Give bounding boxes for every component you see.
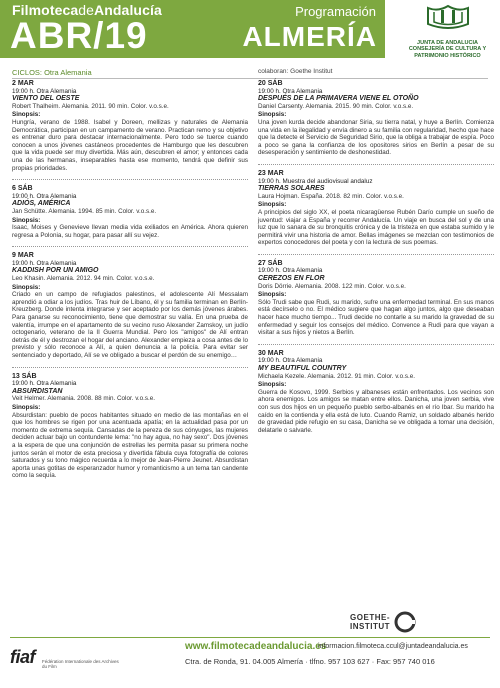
film-date: 6 SÁB — [12, 185, 33, 193]
month-title: ABR/19 — [10, 15, 148, 56]
film-entry — [12, 252, 248, 359]
brand-part-3: Andalucía — [94, 2, 162, 18]
synopsis-label: Sinopsis: — [258, 291, 287, 299]
film-synopsis: Guerra de Kosovo, 1999. Serbios y albaneses están enfrentados. Los vecinos son ahora enemigos. Los amigos se matan entre ellos. Danicha, una joven serbia, vive con sus dos hijos en un pequeño pueblo serbo-albanés en el río Ibar. Su marido ha caído en la contienda y ella está de luto. Cuando Ramiz, un soldado albanés herido de gravedad pide refugio en su casa, Danicha se ve obligada a tomar una decisión, delatarle o salvarle. — [258, 388, 494, 434]
film-title: KADDISH POR UN AMIGO — [12, 267, 99, 275]
film-date: 9 MAR — [12, 252, 34, 260]
film-entry — [258, 350, 494, 435]
film-credits: Laura Hojman. España. 2018. 82 min. Color. v.o.s.e. — [258, 192, 404, 200]
synopsis-label: Sinopsis: — [258, 111, 287, 119]
film-title: TIERRAS SOLARES — [258, 185, 325, 193]
film-credits: Robert Thalheim. Alemania. 2011. 90 min. Color. v.o.s.e. — [12, 102, 169, 110]
film-time: 19:00 h. Otra Alemania — [12, 192, 77, 200]
junta-dept-1: CONSEJERÍA DE CULTURA Y — [408, 46, 487, 52]
fiaf-subtitle: Fédération Internationale des Archives du Film — [42, 659, 119, 669]
film-time: 19:00 h. Otra Alemania — [12, 87, 77, 95]
collaborators-label: colaboran: Goethe Institut — [258, 68, 333, 75]
film-synopsis: Isaac, Moises y Genevieve llevan media vida exiliados en América. Ahora quieren regresa a Polonia, su hogar, para pasar allí su vejez. — [12, 224, 248, 239]
film-date: 30 MAR — [258, 349, 284, 357]
entry-divider — [12, 179, 248, 180]
synopsis-label: Sinopsis: — [12, 216, 41, 224]
film-credits: Jan Schütte. Alemania. 1994. 85 min. Color. v.o.s.e. — [12, 207, 157, 215]
film-title: MY BEAUTIFUL COUNTRY — [258, 365, 347, 372]
goethe-text — [318, 613, 390, 631]
programacion-label: Programación — [295, 4, 376, 19]
film-credits: Veit Helmer. Alemania. 2008. 88 min. Color. v.o.s.e. — [12, 395, 156, 403]
film-entry — [12, 80, 248, 172]
website-link[interactable]: www.filmotecadeandalucia.es — [185, 641, 327, 652]
header — [0, 0, 500, 62]
synopsis-label: Sinopsis: — [258, 381, 287, 389]
film-date: 23 MAR — [258, 169, 284, 177]
goethe-line-1: GOETHE- — [350, 613, 390, 622]
goethe-mark-icon — [394, 611, 416, 633]
film-synopsis: Criado en un campo de refugiados palestinos, el adolescente Alí Messalam aprendió a odiar a los judíos. Tras huir de Líbano, él y su familia terminan en Berlín-Kreuzberg. Donde intenta integrarse y ser aceptado por los demás jóvenes árabes. Para ganarse su reconocimiento, tiene que demostrar su valía. En una prueba de valentía, irrumpe en el apartamento de su vecino ruso Alexander Zamskoy, un judío octogenario, veterano de la II Guerra Mundial. Pero los "amigos" de Alí entran detrás de él y destrozan el hogar del anciano. Alexander empieza a cosa antes de lo previsto y sólo reconoce a Alí, a quien denuncia a la policía. Para evitar ser sentenciado y deportado, Alí se ve obligado a buscar el perdón de su enemigo… — [12, 291, 248, 359]
film-entry — [258, 170, 494, 247]
entry-divider — [12, 367, 248, 368]
junta-name: JUNTA DE ANDALUCIA — [417, 40, 478, 46]
film-date: 20 SÁB — [258, 80, 283, 87]
film-synopsis: Hungría, verano de 1988. Isabel y Doreen, mellizas y naturales de Alemania Democrática, participan en un campamento de verano. Practican remo y su objetivo es entrenar duro para destacar internacionalmente. Pero todo se tuerce cuando conocen a unos jóvenes castáneos procedentes de Hamburgo que les descubren que la vida puede ser muy divertida. Más aún, descubren el amor; y entonces cada una de las hermanas, inseparables hasta ese momento, tendrá que definir sus propias prioridades. — [12, 118, 248, 172]
goethe-line-2: INSTITUT — [350, 622, 390, 631]
brand-part-2: de — [78, 2, 95, 18]
film-time: 19:00 h. Otra Alemania — [258, 267, 323, 275]
film-synopsis: Sólo Trudi sabe que Rudi, su marido, sufre una enfermedad terminal. En sus manos está decírselo o no. El médico sugiere que hagan algo juntos, algo que deseaban hacer hace mucho tiempo... Trudi decide no contarle a su marido la gravedad de su enfermedad y seguir los consejos del médico. Convence a Rudi para que vayan a visitar a sus hijos y nietos a Berlín. — [258, 298, 494, 337]
junta-dept-2: PATRIMONIO HISTÓRICO — [414, 52, 481, 59]
film-entry — [12, 373, 248, 480]
right-column — [258, 80, 494, 441]
synopsis-label: Sinopsis: — [12, 403, 41, 411]
entry-divider — [258, 344, 494, 345]
film-synopsis: Absurdistan: pueblo de pocos habitantes situado en medio de las montañas en el que los hombres se rigen por una acentuada apatía; en la actualidad pasa por un momento de extrema sequía. Cansadas de la pereza de sus cónyuges, las mujeres deciden actuar bajo un contundente lema: "no hay agua, no hay sexo". Dos jóvenes a la espera de que una conjunción de estrellas les permita pasar su primera noche juntos serán el motor de esta preciosa y divertida fábula cuya fotografía de colores saturados y su tono mágico recuerda a lo mejor de Jean-Pierre Jeunet. Absurdistan aporta unas gotitas de esperanzador humor y romanticismo a un tema tan candente como la sequía. — [12, 411, 248, 480]
film-date: 2 MAR — [12, 80, 34, 87]
film-entry — [12, 185, 248, 239]
film-title: CEREZOS EN FLOR — [258, 275, 325, 283]
film-title: DESPUÉS DE LA PRIMAVERA VIENE EL OTOÑO — [258, 95, 419, 103]
film-date: 27 SÁB — [258, 259, 283, 267]
email-link[interactable]: informacion.filmoteca.ccul@juntadeandalucia.es — [318, 643, 468, 650]
city-title: ALMERÍA — [242, 21, 377, 52]
brand-part-1: Filmoteca — [12, 2, 79, 18]
top-divider — [12, 78, 488, 79]
entry-divider — [12, 246, 248, 247]
junta-logo — [395, 2, 500, 62]
film-title: ADIÓS, AMÉRICA — [12, 200, 71, 208]
film-credits: Doris Dörrie. Alemania. 2008. 122 min. Color. v.o.s.e. — [258, 282, 406, 290]
film-time: 19:00 h. Otra Alemania — [258, 357, 323, 365]
cycles-label: CICLOS: Otra Alemania — [12, 68, 92, 77]
film-entry — [258, 260, 494, 337]
synopsis-label: Sinopsis: — [12, 283, 41, 291]
left-column — [12, 80, 248, 487]
film-time: 19:00 h. Otra Alemania — [12, 259, 77, 267]
synopsis-label: Sinopsis: — [12, 111, 41, 119]
junta-emblem-icon — [418, 2, 478, 34]
entry-divider — [258, 254, 494, 255]
film-title: VIENTO DEL OESTE — [12, 95, 80, 103]
film-time: 19:00 h. Otra Alemania — [12, 380, 77, 388]
film-entry — [258, 80, 494, 157]
film-time: 19:00 h. Otra Alemania — [258, 87, 323, 95]
film-date: 13 SÁB — [12, 372, 37, 380]
entry-divider — [258, 164, 494, 165]
address-text: Ctra. de Ronda, 91. 04.005 Almería · tlfno. 957 103 627 · Fax: 957 740 016 — [185, 657, 435, 666]
film-synopsis: A principios del siglo XX, el poeta nicaragüense Rubén Darío cumple un sueño de juventud: viajar a España y recorrer Andalucía. Un viaje en busca del sol y de una luz que lo sanara de su bronquitis crónica y de la tristeza en que estaba sumido y le permitirá vivir una historia de amor. Bellas imágenes se mezclan con testimonios de expertos conocedores del poeta y con la lectura de sus poemas. — [258, 208, 494, 247]
goethe-logo — [318, 611, 438, 635]
film-credits: Daniel Carsenty. Alemania. 2015. 90 min. Color. v.o.s.e. — [258, 102, 414, 110]
footer — [0, 637, 500, 688]
film-credits: Leo Khasin. Alemania. 2012. 94 min. Color. v.o.s.e. — [12, 275, 155, 283]
film-title: ABSURDISTAN — [12, 387, 63, 395]
fiaf-logo: fiaf — [10, 647, 35, 667]
film-time: 19:00 h. Muestra del audiovisual andaluz — [258, 177, 373, 185]
film-credits: Michaela Kezele. Alemania. 2012. 91 min. Color. v.o.s.e. — [258, 372, 416, 380]
synopsis-label: Sinopsis: — [258, 201, 287, 209]
footer-divider — [10, 637, 490, 638]
film-synopsis: Una joven kurda decide abandonar Siria, su tierra natal, y huye a Berlín. Comienza una vida en la ilegalidad y envía dinero a su familia con regularidad, hecho que hace que la detecte el Servicio de Seguridad Sirio, que la obliga a trabajar de espía. Poco a poco se gana la confianza de los opositores sirios en Berlín a pesar de su desesperación y sentimiento de deshonestidad. — [258, 118, 494, 157]
